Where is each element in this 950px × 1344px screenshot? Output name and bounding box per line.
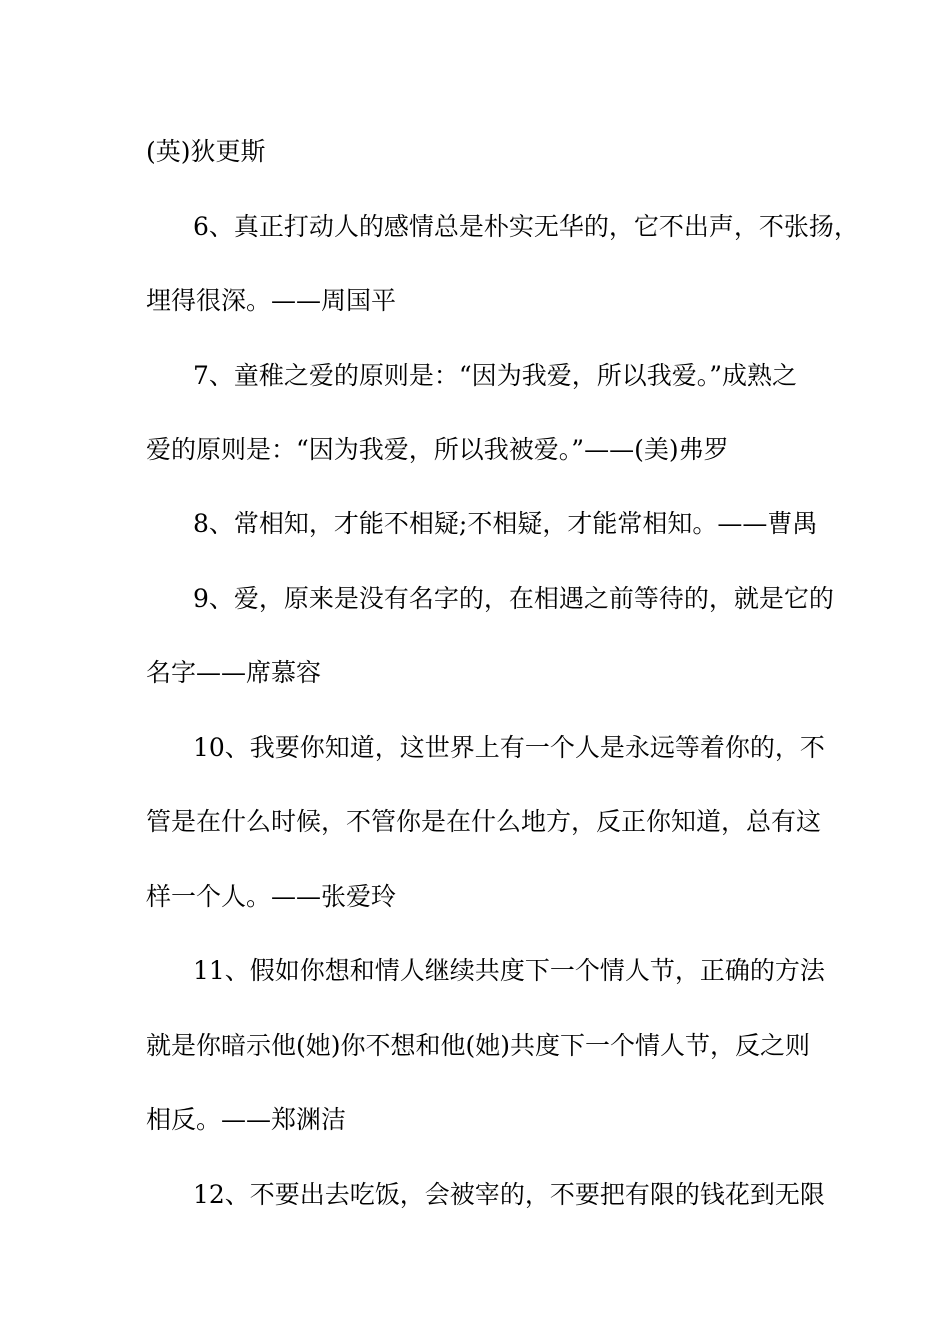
text-line: 9、爱，原来是没有名字的，在相遇之前等待的，就是它的 (193, 584, 834, 613)
text-line: 管是在什么时候，不管你是在什么地方，反正你知道，总有这 (146, 807, 822, 836)
text-line: 爱的原则是：“因为我爱，所以我被爱。”——(美)弗罗 (146, 435, 729, 464)
text-line: 埋得很深。——周国平 (146, 286, 397, 315)
text-line: 12、不要出去吃饭，会被宰的，不要把有限的钱花到无限 (193, 1180, 825, 1209)
text-line: 7、童稚之爱的原则是：“因为我爱，所以我爱。”成熟之 (193, 361, 797, 390)
text-line: 名字——席慕容 (146, 658, 322, 687)
text-line: 11、假如你想和情人继续共度下一个情人节，正确的方法 (193, 956, 825, 985)
text-line: 6、真正打动人的感情总是朴实无华的，它不出声，不张扬， (193, 212, 859, 241)
text-line: 样一个人。——张爱玲 (146, 882, 397, 911)
text-line: 就是你暗示他(她)你不想和他(她)共度下一个情人节，反之则 (146, 1031, 811, 1060)
text-line: (英)狄更斯 (146, 137, 266, 166)
text-line: 8、常相知，才能不相疑;不相疑，才能常相知。——曹禺 (193, 509, 818, 538)
text-line: 10、我要你知道，这世界上有一个人是永远等着你的，不 (193, 733, 825, 762)
text-line: 相反。——郑渊洁 (146, 1105, 347, 1134)
